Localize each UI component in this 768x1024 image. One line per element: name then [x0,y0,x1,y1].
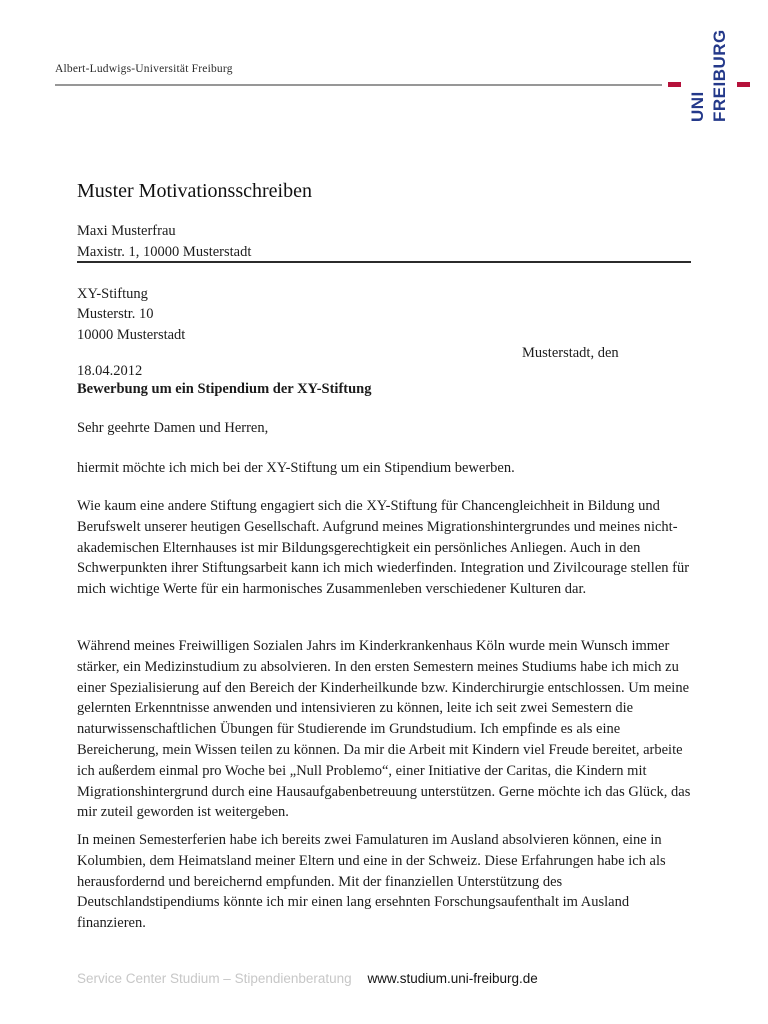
logo-red-dash-right [737,82,750,87]
body-paragraph: In meinen Semesterferien habe ich bereits zwei Famulaturen im Ausland absolvieren können, eine in Kolumbien, dem Heimatsland meiner Eltern und eine in der Schweiz. Diese Erfahrungen habe ich als herausfordernd und bereichernd empfunden. Mit der finanziellen Unterstützung des Deutschlandstipendiums könnte ich mir einen lang ersehnten Forschungsaufenthalt im Ausland finanzieren. [77,832,666,932]
dateline-place: Musterstadt, den [522,345,619,361]
body-paragraph: Während meines Freiwilligen Sozialen Jahrs im Kinderkrankenhaus Köln wurde mein Wunsch immer stärker, ein Medizinstudium zu absolvieren. In den ersten Semestern meines Studiums habe ich mich zu einer Spezialisierung auf den Bereich der Kinderheilkunde bzw. Kinderchirurgie entschlossen. Um meine gelernten Erkenntnisse anwenden und intensivieren zu können, leite ich seit zwei Semestern die naturwissenschaftlichen Übungen für Studierende im Grundstudium. Ich empfinde es als eine Bereicherung, mein Wissen teilen zu können. Da mir die Arbeit mit Kindern viel Freude bereitet, arbeite ich außerdem einmal pro Woche bei „Null Problemo“, einer Initiative der Caritas, die Kindern mit Migrationshintergrund durch eine Hausaufgabenbetreuung unterstützen. Gerne möchte ich das Glück, das mir zuteil geworden ist weitergeben. [77,638,691,821]
footer-department: Service Center Studium – Stipendienberatung [77,971,352,986]
logo-line-freiburg: FREIBURG [710,29,729,122]
uni-freiburg-logo [687,29,733,122]
logo-line-uni: UNI [688,91,707,122]
footer-url: www.studium.uni-freiburg.de [367,971,538,986]
dateline-date: 18.04.2012 [77,363,143,379]
header-rule [55,84,662,86]
sender-address: Maxistr. 1, 10000 Musterstadt [77,243,252,260]
uni-freiburg-wordmark [687,29,733,122]
body-paragraph: Wie kaum eine andere Stiftung engagiert sich die XY-Stiftung für Chancengleichheit in Bildung und Berufswelt unserer heutigen Gesellschaft. Aufgrund meines Migrationshintergrundes und meines nicht-akademischen Elternhauses ist mir Bildungsgerechtigkeit ein persönliches Anliegen. Auch in den Schwerpunkten ihrer Stiftungsarbeit kann ich mich wiederfinden. Integration und Zivilcourage stellen für mich wichtige Werte für ein harmonisches Zusammenleben verschiedener Kulturen dar. [77,498,690,598]
recipient-name: XY-Stiftung [77,286,148,302]
institution-name: Albert-Ludwigs-Universität Freiburg [55,63,233,75]
sender-underline [77,261,691,263]
page-title: Muster Motivationsschreiben [77,180,312,202]
sender-block [77,221,251,262]
sender-name: Maxi Musterfrau [77,223,176,239]
salutation: Sehr geehrte Damen und Herren, [77,420,269,436]
page-footer [77,971,538,986]
subject-line: Bewerbung um ein Stipendium der XY-Stiftung [77,381,372,397]
recipient-block [77,284,185,345]
recipient-street: Musterstr. 10 [77,306,154,323]
intro-line: hiermit möchte ich mich bei der XY-Stiftung um ein Stipendium bewerben. [77,460,515,476]
logo-red-dash-left [668,82,681,87]
recipient-city: 10000 Musterstadt [77,326,186,343]
